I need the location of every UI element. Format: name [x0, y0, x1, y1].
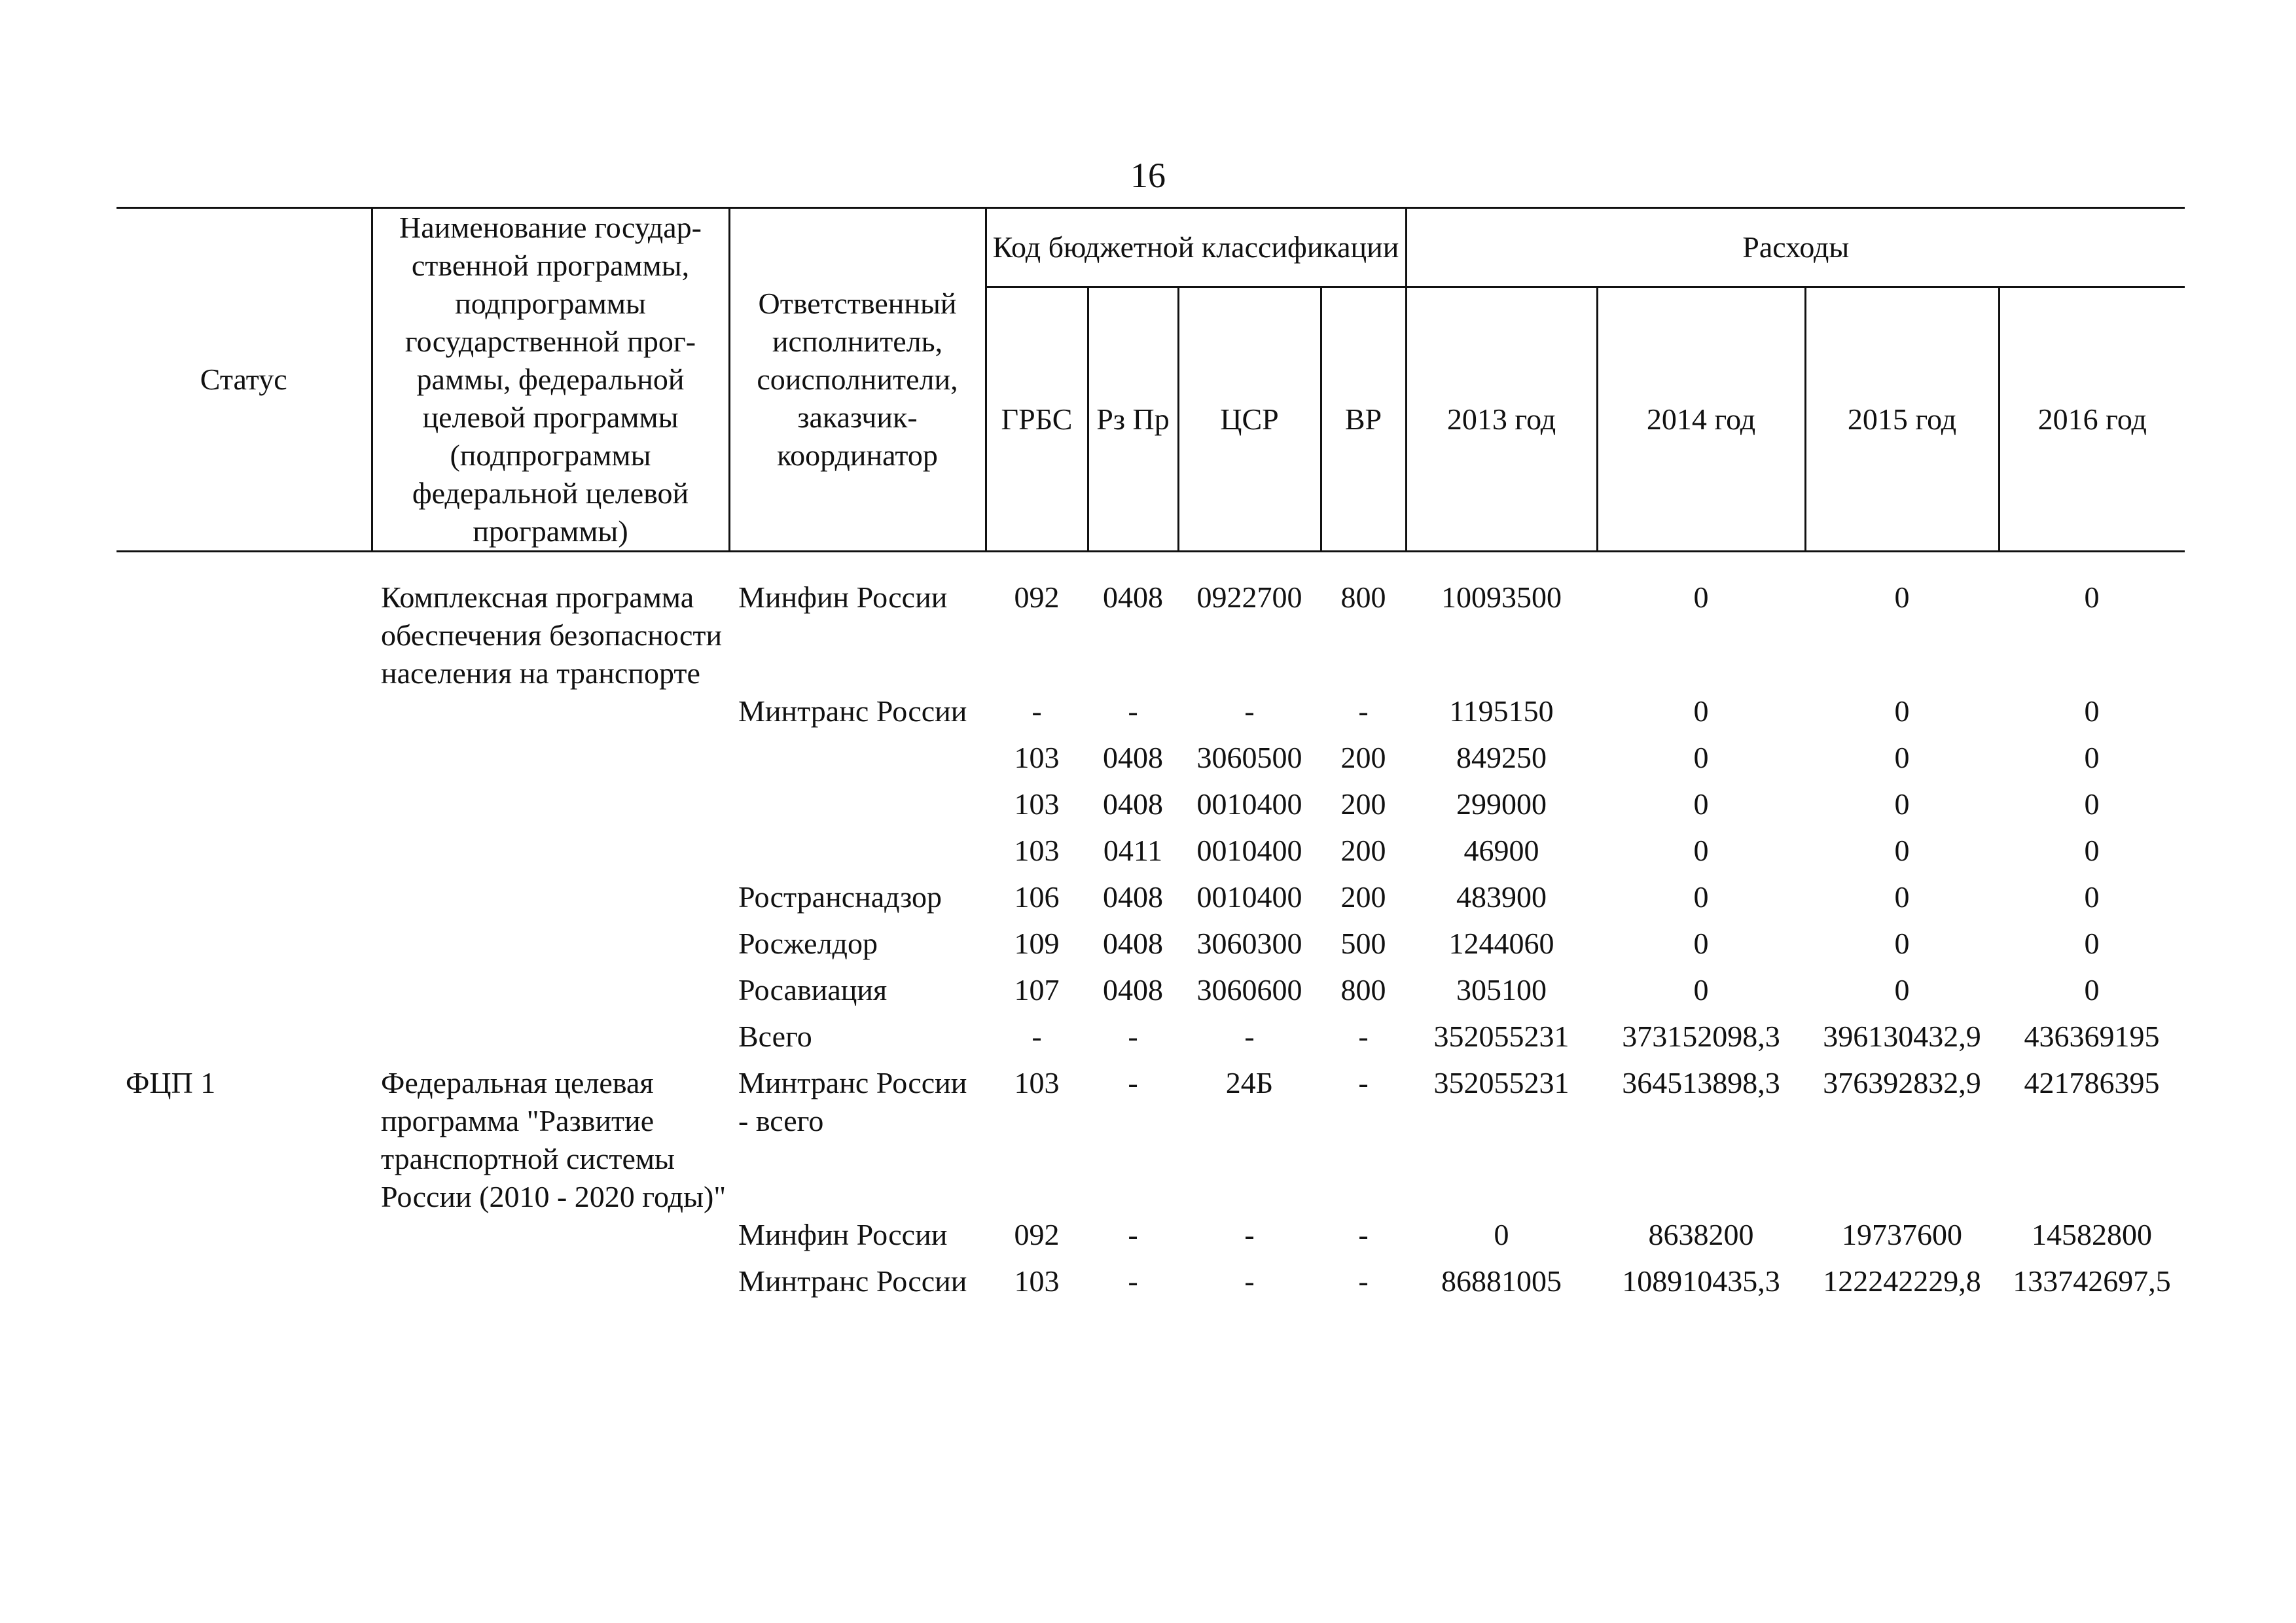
cell-responsible: Росавиация [738, 973, 888, 1007]
cell-2015: 0 [1894, 787, 1910, 821]
cell-csr: - [1244, 1020, 1255, 1053]
cell-2016: 0 [2084, 694, 2100, 728]
cell-2015: 0 [1894, 834, 1910, 867]
table-row [117, 971, 2185, 1018]
cell-vr: - [1358, 1066, 1369, 1099]
cell-2013: 86881005 [1441, 1264, 1562, 1298]
table-row [117, 692, 2185, 739]
cell-2015: 122242229,8 [1823, 1264, 1981, 1298]
cell-rzpr: 0408 [1103, 580, 1163, 614]
cell-status [117, 1216, 372, 1262]
header-rzpr: Рз Пр [1088, 287, 1178, 552]
cell-grbs: - [1031, 694, 1042, 728]
cell-program-name [372, 1018, 729, 1064]
header-csr: ЦСР [1178, 287, 1321, 552]
cell-grbs: 103 [1014, 834, 1060, 867]
cell-2014: 0 [1693, 787, 1709, 821]
cell-responsible: Росжелдор [738, 927, 878, 960]
cell-vr: - [1358, 694, 1369, 728]
cell-status [117, 579, 372, 692]
cell-2016: 0 [2084, 973, 2100, 1007]
cell-2013: 0 [1494, 1218, 1509, 1251]
cell-2015: 0 [1894, 927, 1910, 960]
table-row [117, 785, 2185, 832]
cell-status: ФЦП 1 [126, 1066, 216, 1099]
cell-2015: 19737600 [1842, 1218, 1963, 1251]
cell-status [117, 1262, 372, 1309]
cell-responsible [729, 832, 986, 878]
cell-rzpr: 0411 [1103, 834, 1163, 867]
cell-responsible: Минтранс России [738, 1264, 967, 1298]
cell-responsible [729, 739, 986, 785]
cell-status [117, 832, 372, 878]
cell-csr: 3060300 [1196, 927, 1302, 960]
cell-status [117, 925, 372, 971]
cell-2015: 396130432,9 [1823, 1020, 1981, 1053]
cell-2015: 0 [1894, 880, 1910, 914]
cell-csr: 0010400 [1196, 787, 1302, 821]
header-vr: ВР [1321, 287, 1406, 552]
cell-vr: 500 [1340, 927, 1386, 960]
cell-grbs: 109 [1014, 927, 1060, 960]
cell-2013: 352055231 [1433, 1066, 1570, 1099]
cell-2013: 305100 [1456, 973, 1547, 1007]
cell-program-name: Федеральная целевая программа "Развитие транспортной системы России (2010 - 2020 годы)" [381, 1066, 726, 1213]
cell-program-name: Комплексная программа обеспечения безопасности населения на транспорте [381, 580, 723, 690]
cell-2016: 14582800 [2032, 1218, 2153, 1251]
page-number: 16 [1130, 156, 1166, 195]
cell-grbs: 107 [1014, 973, 1060, 1007]
cell-grbs: 092 [1014, 1218, 1060, 1251]
cell-vr: 200 [1340, 741, 1386, 774]
table-row [117, 739, 2185, 785]
cell-2016: 0 [2084, 927, 2100, 960]
cell-csr: - [1244, 1218, 1255, 1251]
cell-2014: 373152098,3 [1622, 1020, 1780, 1053]
cell-2013: 1195150 [1449, 694, 1554, 728]
cell-2016: 421786395 [2024, 1066, 2160, 1099]
cell-2013: 299000 [1456, 787, 1547, 821]
header-status: Статус [117, 208, 372, 552]
cell-rzpr: 0408 [1103, 880, 1163, 914]
table-body [117, 552, 2185, 579]
header-grbs: ГРБС [986, 287, 1088, 552]
cell-2014: 0 [1693, 927, 1709, 960]
cell-2015: 0 [1894, 580, 1910, 614]
cell-2015: 376392832,9 [1823, 1066, 1981, 1099]
budget-table-container [117, 207, 2185, 1309]
header-expenses: Расходы [1406, 208, 2185, 287]
header-program-name: Наименование государ-ственной программы, подпрограммы государственной прог-раммы, федеральной целевой программы (подпрограммы федеральной целевой программы) [372, 208, 729, 552]
cell-rzpr: - [1128, 1020, 1138, 1053]
cell-csr: - [1244, 694, 1255, 728]
cell-2014: 0 [1693, 834, 1709, 867]
cell-2015: 0 [1894, 694, 1910, 728]
cell-2014: 0 [1693, 880, 1709, 914]
cell-2014: 0 [1693, 741, 1709, 774]
table-row [117, 1216, 2185, 1262]
cell-grbs: 103 [1014, 787, 1060, 821]
cell-2016: 0 [2084, 880, 2100, 914]
cell-csr: 0010400 [1196, 834, 1302, 867]
cell-2013: 1244060 [1448, 927, 1554, 960]
cell-vr: 800 [1340, 973, 1386, 1007]
cell-rzpr: - [1128, 1066, 1138, 1099]
cell-vr: - [1358, 1264, 1369, 1298]
cell-grbs: 103 [1014, 1264, 1060, 1298]
cell-2015: 0 [1894, 741, 1910, 774]
cell-rzpr: 0408 [1103, 787, 1163, 821]
table-row [117, 925, 2185, 971]
cell-csr: 3060600 [1196, 973, 1302, 1007]
cell-responsible: Минфин России [738, 1218, 948, 1251]
cell-csr: 3060500 [1196, 741, 1302, 774]
cell-2014: 0 [1693, 580, 1709, 614]
cell-2016: 133742697,5 [2013, 1264, 2171, 1298]
cell-vr: 200 [1340, 880, 1386, 914]
cell-2014: 364513898,3 [1622, 1066, 1780, 1099]
cell-2013: 483900 [1456, 880, 1547, 914]
header-year-2016: 2016 год [1999, 287, 2185, 552]
cell-rzpr: - [1128, 1264, 1138, 1298]
cell-program-name [372, 1262, 729, 1309]
cell-responsible: Минфин России [738, 580, 948, 614]
cell-grbs: 106 [1014, 880, 1060, 914]
cell-2016: 0 [2084, 834, 2100, 867]
cell-status [117, 878, 372, 925]
table-row [117, 1064, 2185, 1216]
cell-csr: 0010400 [1196, 880, 1302, 914]
cell-program-name [372, 878, 729, 925]
cell-program-name [372, 785, 729, 832]
cell-responsible: Ространснадзор [738, 880, 942, 914]
cell-vr: 800 [1340, 580, 1386, 614]
cell-2014: 0 [1693, 694, 1709, 728]
table-header [117, 208, 2185, 552]
cell-program-name [372, 832, 729, 878]
cell-rzpr: - [1128, 1218, 1138, 1251]
table-row [117, 832, 2185, 878]
cell-2013: 10093500 [1441, 580, 1562, 614]
cell-program-name [372, 971, 729, 1018]
cell-responsible [729, 785, 986, 832]
cell-grbs: 103 [1014, 1066, 1060, 1099]
table-row [117, 579, 2185, 692]
cell-status [117, 971, 372, 1018]
cell-2015: 0 [1894, 973, 1910, 1007]
cell-2014: 0 [1693, 973, 1709, 1007]
header-year-2013: 2013 год [1406, 287, 1597, 552]
cell-rzpr: 0408 [1103, 741, 1163, 774]
cell-vr: 200 [1340, 834, 1386, 867]
table-row [117, 1018, 2185, 1064]
header-year-2014: 2014 год [1597, 287, 1805, 552]
cell-vr: - [1358, 1020, 1369, 1053]
cell-grbs: 103 [1014, 741, 1060, 774]
cell-responsible: Минтранс России [738, 694, 967, 728]
table-rows [117, 579, 2185, 1309]
cell-csr: 24Б [1225, 1066, 1274, 1099]
cell-program-name [372, 739, 729, 785]
cell-2014: 8638200 [1648, 1218, 1754, 1251]
cell-grbs: - [1031, 1020, 1042, 1053]
cell-rzpr: 0408 [1103, 973, 1163, 1007]
header-year-2015: 2015 год [1805, 287, 1999, 552]
cell-2014: 108910435,3 [1622, 1264, 1780, 1298]
cell-program-name [372, 1216, 729, 1262]
cell-2013: 849250 [1456, 741, 1547, 774]
cell-responsible: Всего [738, 1020, 812, 1053]
cell-2016: 0 [2084, 741, 2100, 774]
cell-status [117, 692, 372, 739]
cell-2013: 352055231 [1433, 1020, 1570, 1053]
cell-rzpr: 0408 [1103, 927, 1163, 960]
cell-status [117, 785, 372, 832]
table-row [117, 878, 2185, 925]
cell-responsible: Минтранс России - всего [738, 1066, 967, 1137]
cell-2016: 436369195 [2024, 1020, 2160, 1053]
table-row [117, 1262, 2185, 1309]
cell-rzpr: - [1128, 694, 1138, 728]
cell-status [117, 1018, 372, 1064]
header-budget-code: Код бюджетной классификации [986, 208, 1406, 287]
cell-2016: 0 [2084, 787, 2100, 821]
cell-2013: 46900 [1463, 834, 1539, 867]
budget-table [117, 207, 2185, 1309]
cell-csr: 0922700 [1196, 580, 1302, 614]
cell-2016: 0 [2084, 580, 2100, 614]
cell-program-name [372, 692, 729, 739]
cell-grbs: 092 [1014, 580, 1060, 614]
cell-csr: - [1244, 1264, 1255, 1298]
cell-vr: 200 [1340, 787, 1386, 821]
cell-program-name [372, 925, 729, 971]
cell-status [117, 739, 372, 785]
cell-vr: - [1358, 1218, 1369, 1251]
header-responsible: Ответственный исполнитель, соисполнители, заказчик-координатор [729, 208, 986, 552]
